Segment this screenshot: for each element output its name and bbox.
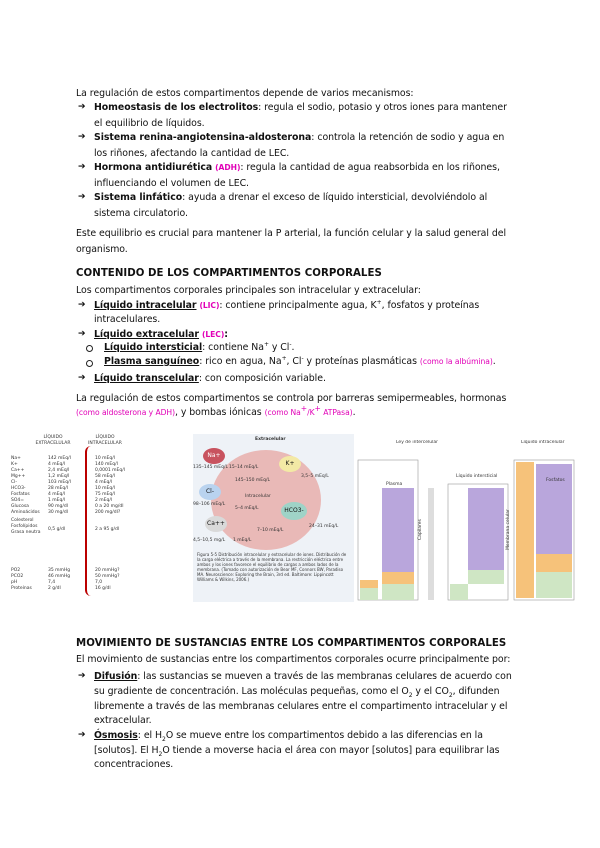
cell-value: 5–4 mEq/L	[235, 506, 259, 511]
cell-value: 4,5–10,5 mg/L	[193, 538, 226, 543]
table-cell: 140 mEq/l	[95, 462, 118, 467]
transcelular-item: Líquido transcelular: con composición variable.	[94, 373, 326, 384]
table-cell: HCO3-	[11, 486, 26, 491]
table-cell: PO2	[11, 568, 21, 573]
arrow-bullet-icon: ➔	[78, 132, 86, 142]
arrow-bullet-icon: ➔	[78, 300, 86, 310]
table-cell: Fosfatos	[11, 492, 30, 497]
table-cell: 142 mEq/l	[48, 456, 71, 461]
cell-value: 7–10 mEq/L	[257, 528, 284, 533]
table-cell: 90 mg/dl	[48, 504, 69, 509]
osmosis-item: Ósmosis: el $H_2O$ se mueve entre los compartimentos debido a las diferencias en la	[94, 730, 483, 743]
bicarbonate-ion: HCO3-	[281, 502, 307, 520]
bar-segment	[536, 554, 572, 572]
cell-value: 145–150 mEq/L	[235, 478, 270, 483]
cell-intracellular-label: Intracelular	[245, 494, 271, 499]
chloride-ion: Cl-	[199, 484, 221, 500]
sodium-ion: Na+	[203, 448, 225, 464]
section-lead: El movimiento de sustancias entre los compartimentos corporales ocurre principalmente por:	[76, 654, 511, 665]
table-cell: 20 mmHg?	[95, 568, 120, 573]
table-cell: 0 a 20 mg/dl	[95, 504, 124, 509]
difusion-item-cont: libremente a través de las membranas celulares entre el compartimento intracelular y el	[94, 701, 508, 712]
table-cell: Cl-	[11, 480, 18, 485]
membrane-line	[85, 446, 91, 596]
compartment-bars-figure	[356, 440, 576, 602]
composition-table-figure	[3, 432, 185, 604]
lec-item: Líquido extracelular (LEC):	[94, 329, 228, 340]
table-cell: 2,4 mEq/l	[48, 468, 70, 473]
table-cell: 0,0001 mEq/l	[95, 468, 126, 473]
circle-bullet-icon	[86, 360, 93, 367]
regulation-text: La regulación de estos compartimentos se controla por barreras semipermeables, hormonas	[76, 393, 507, 404]
cell-value: 15–14 mEq/L	[229, 465, 259, 470]
osmosis-item-cont: [solutos]. El $H_2O$ tiende a moverse hacia el área con mayor [solutos] para equilibrar las	[94, 745, 500, 758]
table-lipid-ext: 0,5 g/dl	[48, 527, 66, 532]
bars-title: Líquido intracelular	[521, 440, 565, 445]
cell-value: 98–106 mEq/L	[193, 502, 226, 507]
table-cell: Glucosa	[11, 504, 29, 509]
mechanism-item: Hormona antidiurética (ADH): regula la cantidad de agua reabsorbida en los riñones,	[94, 162, 500, 173]
cell-value: 135–145 mEq/L	[193, 465, 228, 470]
table-cell: 200 mg/dl?	[95, 510, 121, 515]
bar-label: Fosfatos	[546, 478, 565, 483]
table-cell: 10 mEq/l	[95, 456, 116, 461]
lic-item: Líquido intracelular (LIC): contiene principalmente agua, K+, fosfatos y proteínas	[94, 298, 480, 311]
intro-text: La regulación de estos compartimentos depende de varios mecanismos:	[76, 88, 414, 99]
table-cell: 1,2 mEq/l	[48, 474, 70, 479]
difusion-item: Difusión: las sustancias se mueven a través de las membranas celulares de acuerdo con	[94, 671, 512, 682]
table-cell: 16 g/dl	[95, 586, 111, 591]
table-cell: 1 mEq/l	[48, 498, 66, 503]
table-cell: Ca++	[11, 468, 25, 473]
cell-value: 24–31 mEq/L	[309, 524, 339, 529]
table-cell: 35 mmHg	[48, 568, 71, 573]
bar-segment	[360, 580, 378, 588]
bar-segment	[468, 570, 504, 584]
cell-extracellular-label: Extracelular	[255, 437, 286, 442]
difusion-item-cont: su gradiente de concentración. Las moléculas pequeñas, como el $O_2$ y el $CO_2$, difunden	[94, 686, 500, 699]
mechanism-item-cont: el equilibrio de líquidos.	[94, 118, 205, 129]
arrow-bullet-icon: ➔	[78, 192, 86, 202]
bar-label: Capilares	[418, 519, 423, 540]
regulation-text-cont: (como aldosterona y ADH), y bombas iónicas (como Na+/K+ ATPasa).	[76, 403, 356, 418]
arrow-bullet-icon: ➔	[78, 329, 86, 339]
potassium-ion: K+	[279, 456, 301, 472]
bars-title: Líquido intersticial	[456, 474, 498, 479]
arrow-bullet-icon: ➔	[78, 102, 86, 112]
bar-segment	[382, 572, 414, 584]
table-cell: 4 mEq/l	[95, 480, 113, 485]
bar-segment	[382, 488, 414, 572]
bar-segment	[360, 588, 378, 600]
bar-segment	[516, 462, 534, 598]
figure-caption: Figura 5-5 Distribución intracelular y extracelular de iones. Distribución de la carga eléctrica a través de la membrana. La restricción eléctrica entre ambos y los iones favorece el equilibrio de cargas a ambos lados de la membrana. (Tomado con autorización de Bear MF, Connors BW, Paradiso MA. Neuroscience: Exploring the Brain, 3rd ed. Baltimore: Lippincott Williams & Wilkins, 2006.)	[197, 552, 347, 582]
table-cell: 4 mEq/l	[48, 462, 66, 467]
membrane-bar	[428, 488, 434, 600]
mechanism-item: Sistema linfático: ayuda a drenar el exceso de líquido intersticial, devolviéndolo al	[94, 192, 488, 203]
arrow-bullet-icon: ➔	[78, 671, 86, 681]
table-cell: Mg++	[11, 474, 26, 479]
table-lipid-int: 2 a 95 g/dl	[95, 527, 120, 532]
table-cell: 2 g/dl	[48, 586, 61, 591]
table-header-intracellular: LÍQUIDO INTRACELULAR	[88, 435, 122, 446]
table-cell: Proteínas	[11, 586, 32, 591]
table-cell: 75 mEq/l	[95, 492, 116, 497]
plasma-item: Plasma sanguíneo: rico en agua, Na+, Cl- y proteínas plasmáticas (como la albúmina).	[104, 354, 496, 367]
table-header-extracellular: LÍQUIDO EXTRACELULAR	[35, 435, 71, 446]
cell-ions-figure	[193, 434, 354, 602]
table-cell: 10 mEq/l	[95, 486, 116, 491]
mechanism-item: Homeostasis de los electrolitos: regula el sodio, potasio y otros iones para mantener	[94, 102, 507, 113]
table-cell: 103 mEq/l	[48, 480, 71, 485]
arrow-bullet-icon: ➔	[78, 730, 86, 740]
table-cell: 46 mmHg	[48, 574, 71, 579]
bar-segment	[450, 584, 468, 600]
arrow-bullet-icon: ➔	[78, 373, 86, 383]
table-cell: K+	[11, 462, 18, 467]
table-cell: 4 mEq/l	[48, 492, 66, 497]
calcium-ion: Ca++	[205, 516, 227, 532]
table-cell: Na+	[11, 456, 21, 461]
intersticial-item: Líquido intersticial: contiene Na+ y Cl-.	[104, 340, 295, 353]
table-cell: 50 mmHg?	[95, 574, 120, 579]
section-heading-movimiento: MOVIMIENTO DE SUSTANCIAS ENTRE LOS COMPARTIMENTOS CORPORALES	[76, 638, 507, 649]
bar-segment	[382, 584, 414, 600]
bar-segment	[536, 572, 572, 598]
table-cell: 58 mEq/l	[95, 474, 116, 479]
mechanism-item: Sistema renina-angiotensina-aldosterona: controla la retención de sodio y agua en	[94, 132, 505, 143]
cell-value: 1 mEq/L	[233, 538, 252, 543]
table-cell: Aminoácidos	[11, 510, 40, 515]
table-cell: 28 mEq/l	[48, 486, 69, 491]
table-cell: 2 mEq/l	[95, 498, 113, 503]
circle-bullet-icon	[86, 345, 93, 352]
bar-label: Membrana celular	[506, 509, 511, 550]
mechanism-item-cont: influenciando el volumen de LEC.	[94, 178, 249, 189]
mechanism-item-cont: los riñones, afectando la cantidad de LEC.	[94, 148, 290, 159]
section-heading-contenido: CONTENIDO DE LOS COMPARTIMENTOS CORPORALES	[76, 268, 382, 279]
bar-label: Plasma	[386, 482, 403, 487]
difusion-item-cont: extracelular.	[94, 715, 152, 726]
arrow-bullet-icon: ➔	[78, 162, 86, 172]
balance-text-cont: organismo.	[76, 244, 128, 255]
bars-title: Ley de intercelular	[396, 440, 438, 445]
table-cell: pH	[11, 580, 18, 585]
table-cell: 7,4	[48, 580, 56, 585]
lic-item-cont: intracelulares.	[94, 314, 161, 325]
bar-segment	[468, 488, 504, 570]
table-cell: 30 mg/dl	[48, 510, 69, 515]
table-cell: SO4=	[11, 498, 25, 503]
table-lipid-label: Colesterol Fosfolípidos Grasa neutra	[11, 518, 41, 535]
bars-svg	[356, 440, 576, 602]
mechanism-item-cont: sistema circulatorio.	[94, 208, 188, 219]
osmosis-item-cont: concentraciones.	[94, 759, 174, 770]
balance-text: Este equilibrio es crucial para mantener la P arterial, la función celular y la salud general del	[76, 228, 506, 239]
table-cell: 7,0	[95, 580, 103, 585]
cell-value: 3,5–5 mEq/L	[301, 474, 329, 479]
section-lead: Los compartimentos corporales principales son intracelular y extracelular:	[76, 285, 421, 296]
table-cell: PCO2	[11, 574, 24, 579]
